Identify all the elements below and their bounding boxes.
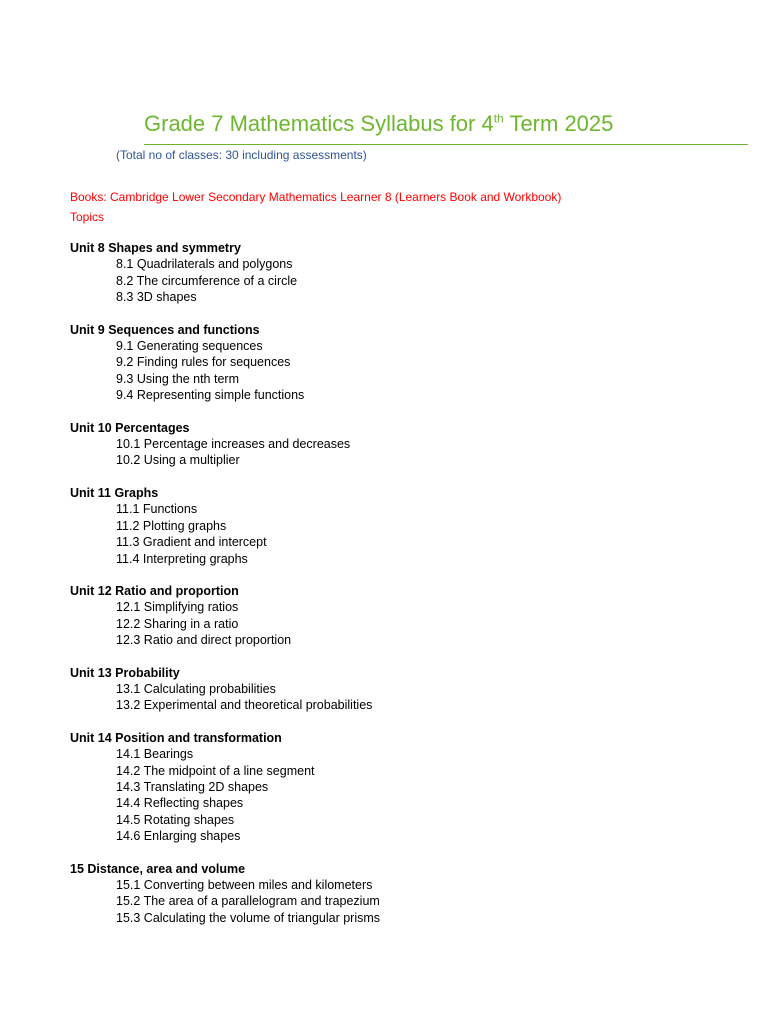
unit-section	[70, 730, 750, 845]
class-count-note: (Total no of classes: 30 including assessments)	[116, 148, 367, 162]
topic-item: 9.1 Generating sequences	[116, 339, 263, 354]
unit-section	[70, 583, 750, 649]
unit-section	[70, 861, 750, 927]
topic-item: 11.4 Interpreting graphs	[116, 551, 248, 566]
unit-heading: Unit 11 Graphs	[70, 485, 159, 500]
topic-item: 13.1 Calculating probabilities	[116, 681, 276, 696]
unit-section	[70, 322, 750, 404]
units-list	[70, 240, 750, 942]
topic-item: 14.4 Reflecting shapes	[116, 796, 244, 811]
topic-item: 12.3 Ratio and direct proportion	[116, 633, 292, 648]
topic-item: 13.2 Experimental and theoretical probabilities	[116, 698, 373, 713]
unit-section	[70, 665, 750, 714]
topic-item: 14.6 Enlarging shapes	[116, 829, 241, 844]
topic-item: 9.4 Representing simple functions	[116, 388, 305, 403]
unit-heading: Unit 8 Shapes and symmetry	[70, 241, 241, 255]
topic-item: 14.2 The midpoint of a line segment	[116, 763, 315, 778]
unit-heading: 15 Distance, area and volume	[70, 861, 246, 876]
topics-label: Topics	[70, 210, 105, 224]
title-prefix: Grade 7 Mathematics Syllabus for 4	[144, 111, 494, 136]
topic-item: 8.2 The circumference of a circle	[116, 273, 298, 288]
page-title	[144, 108, 748, 140]
topic-item: 12.1 Simplifying ratios	[116, 600, 239, 615]
topic-item: 14.5 Rotating shapes	[116, 812, 235, 827]
topic-item: 8.3 3D shapes	[116, 290, 197, 305]
unit-section	[70, 240, 750, 306]
title-superscript: th	[493, 111, 504, 126]
topic-item: 10.2 Using a multiplier	[116, 453, 240, 468]
books-block	[70, 187, 561, 227]
topic-item: 14.1 Bearings	[116, 747, 194, 762]
unit-heading: Unit 13 Probability	[70, 665, 180, 680]
unit-heading: Unit 9 Sequences and functions	[70, 322, 260, 337]
unit-heading: Unit 14 Position and transformation	[70, 730, 282, 745]
topic-item: 8.1 Quadrilaterals and polygons	[116, 257, 293, 272]
topic-item: 9.2 Finding rules for sequences	[116, 355, 291, 370]
topic-item: 14.3 Translating 2D shapes	[116, 779, 269, 794]
title-suffix: Term 2025	[503, 111, 614, 136]
unit-section	[70, 420, 750, 469]
topic-item: 11.1 Functions	[116, 502, 198, 517]
topic-item: 15.3 Calculating the volume of triangular prisms	[116, 910, 381, 925]
topic-item: 9.3 Using the nth term	[116, 371, 239, 386]
unit-heading: Unit 12 Ratio and proportion	[70, 583, 239, 598]
topic-item: 11.3 Gradient and intercept	[116, 535, 267, 550]
title-block	[144, 108, 748, 140]
topic-item: 15.2 The area of a parallelogram and trapezium	[116, 894, 380, 909]
topic-item: 10.1 Percentage increases and decreases	[116, 437, 351, 452]
unit-section	[70, 485, 750, 567]
topic-item: 12.2 Sharing in a ratio	[116, 616, 239, 631]
books-line: Books: Cambridge Lower Secondary Mathematics Learner 8 (Learners Book and Workbook)	[70, 190, 562, 204]
topic-item: 11.2 Plotting graphs	[116, 518, 227, 533]
title-underline	[144, 144, 748, 145]
topic-item: 15.1 Converting between miles and kilometers	[116, 878, 373, 892]
unit-heading: Unit 10 Percentages	[70, 420, 190, 435]
